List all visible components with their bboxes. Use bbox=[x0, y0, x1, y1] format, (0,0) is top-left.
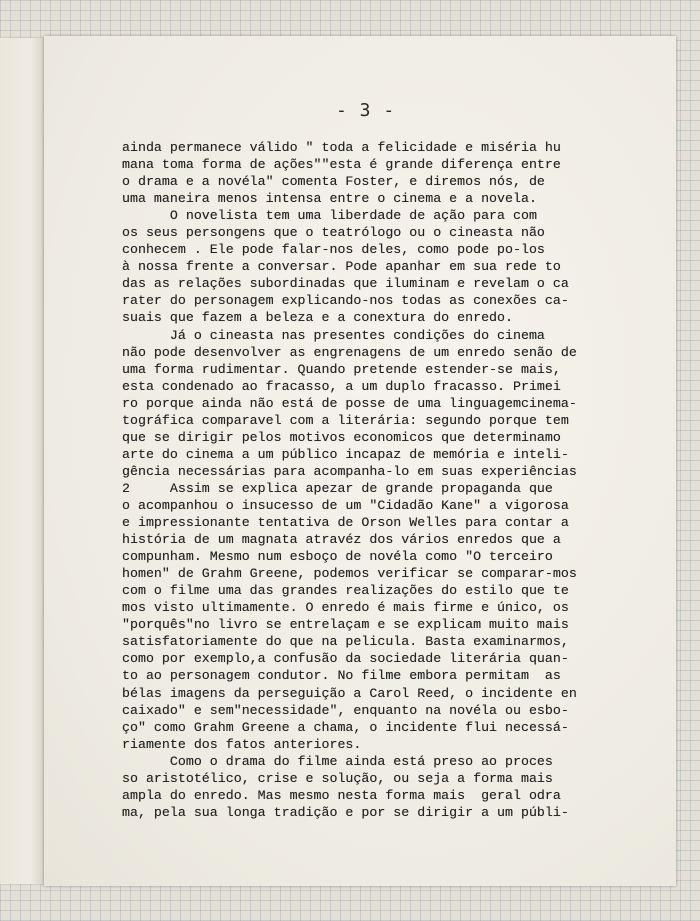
text-line: gência necessárias para acompanha-lo em suas experiências bbox=[122, 463, 577, 479]
text-line: arte do cinema a um público incapaz de memória e inteli- bbox=[122, 446, 569, 462]
text-line: to ao personagem condutor. No filme embora permitam as bbox=[122, 668, 561, 684]
text-line: conhecem . Ele pode falar-nos deles, como pode po-los bbox=[122, 242, 545, 258]
text-line: esta condenado ao fracasso, a um duplo fracasso. Primei bbox=[122, 378, 561, 394]
text-line: bélas imagens da perseguição a Carol Reed, o incidente en bbox=[122, 685, 577, 701]
text-line: riamente dos fatos anteriores. bbox=[122, 736, 362, 752]
text-line: das as relações subordinadas que iluminam e revelam o ca bbox=[122, 276, 569, 292]
text-line: "porquês"no livro se entrelaçam e se explicam muito mais bbox=[122, 617, 569, 633]
text-line: não pode desenvolver as engrenagens de um enredo senão de bbox=[122, 344, 577, 360]
text-line: como por exemplo,a confusão da sociedade literária quan- bbox=[122, 651, 569, 667]
text-line: com o filme uma das grandes realizações do estilo que te bbox=[122, 583, 569, 599]
text-line: 2 Assim se explica apezar de grande propaganda que bbox=[122, 480, 553, 496]
text-line: ampla do enredo. Mas mesmo nesta forma mais geral odra bbox=[122, 787, 561, 803]
text-line: mos visto ultimamente. O enredo é mais firme e único, os bbox=[122, 600, 569, 616]
text-line: mana toma forma de ações""esta é grande diferença entre bbox=[122, 157, 561, 173]
text-line: compunham. Mesmo num esboço de novéla como "O terceiro bbox=[122, 549, 553, 565]
text-line: rater do personagem explicando-nos todas as conexões ca- bbox=[122, 293, 569, 309]
text-line: que se dirigir pelos motivos economicos que determinamo bbox=[122, 429, 561, 445]
page-number: - 3 - bbox=[336, 100, 396, 121]
text-line: uma forma rudimentar. Quando pretende estender-se mais, bbox=[122, 361, 561, 377]
text-line: so aristotélico, crise e solução, ou seja a forma mais bbox=[122, 770, 553, 786]
text-line: e impressionante tentativa de Orson Welles para contar a bbox=[122, 515, 569, 531]
text-line: ma, pela sua longa tradição e por se dirigir a um públi- bbox=[122, 804, 569, 820]
text-line: ainda permanece válido " toda a felicidade e miséria hu bbox=[122, 140, 561, 155]
text-line: suais que fazem a beleza e a conextura do enredo. bbox=[122, 310, 513, 326]
text-line: tográfica comparavel com a literária: segundo porque tem bbox=[122, 412, 569, 428]
text-line: ço" como Grahm Greene a chama, o incidente flui necessá- bbox=[122, 719, 569, 735]
previous-page-edge bbox=[0, 38, 44, 884]
text-line: o drama e a novéla" comenta Foster, e diremos nós, de bbox=[122, 174, 545, 190]
text-line: ro porque ainda não está de posse de uma linguagemcinema- bbox=[122, 395, 577, 411]
text-line: Já o cineasta nas presentes condições do cinema bbox=[122, 327, 545, 343]
typewritten-text bbox=[122, 139, 592, 821]
text-line: caixado" e sem"necessidade", enquanto na novéla ou esbo- bbox=[122, 702, 569, 718]
text-line: uma maneira menos intensa entre o cinema e a novela. bbox=[122, 191, 537, 207]
text-line: à nossa frente a conversar. Pode apanhar em sua rede to bbox=[122, 259, 561, 275]
text-line: homen" de Grahm Greene, podemos verificar se comparar-mos bbox=[122, 566, 577, 582]
text-line: O novelista tem uma liberdade de ação para com bbox=[122, 208, 537, 224]
text-line: o acompanhou o insucesso de um "Cidadão Kane" a vigorosa bbox=[122, 497, 569, 513]
text-line: os seus persongens que o teatrólogo ou o cineasta não bbox=[122, 225, 545, 241]
text-line: história de um magnata atravéz dos vários enredos que a bbox=[122, 532, 561, 548]
text-line: Como o drama do filme ainda está preso ao proces bbox=[122, 753, 553, 769]
text-line: satisfatoriamente do que na pelicula. Basta examinarmos, bbox=[122, 634, 569, 650]
